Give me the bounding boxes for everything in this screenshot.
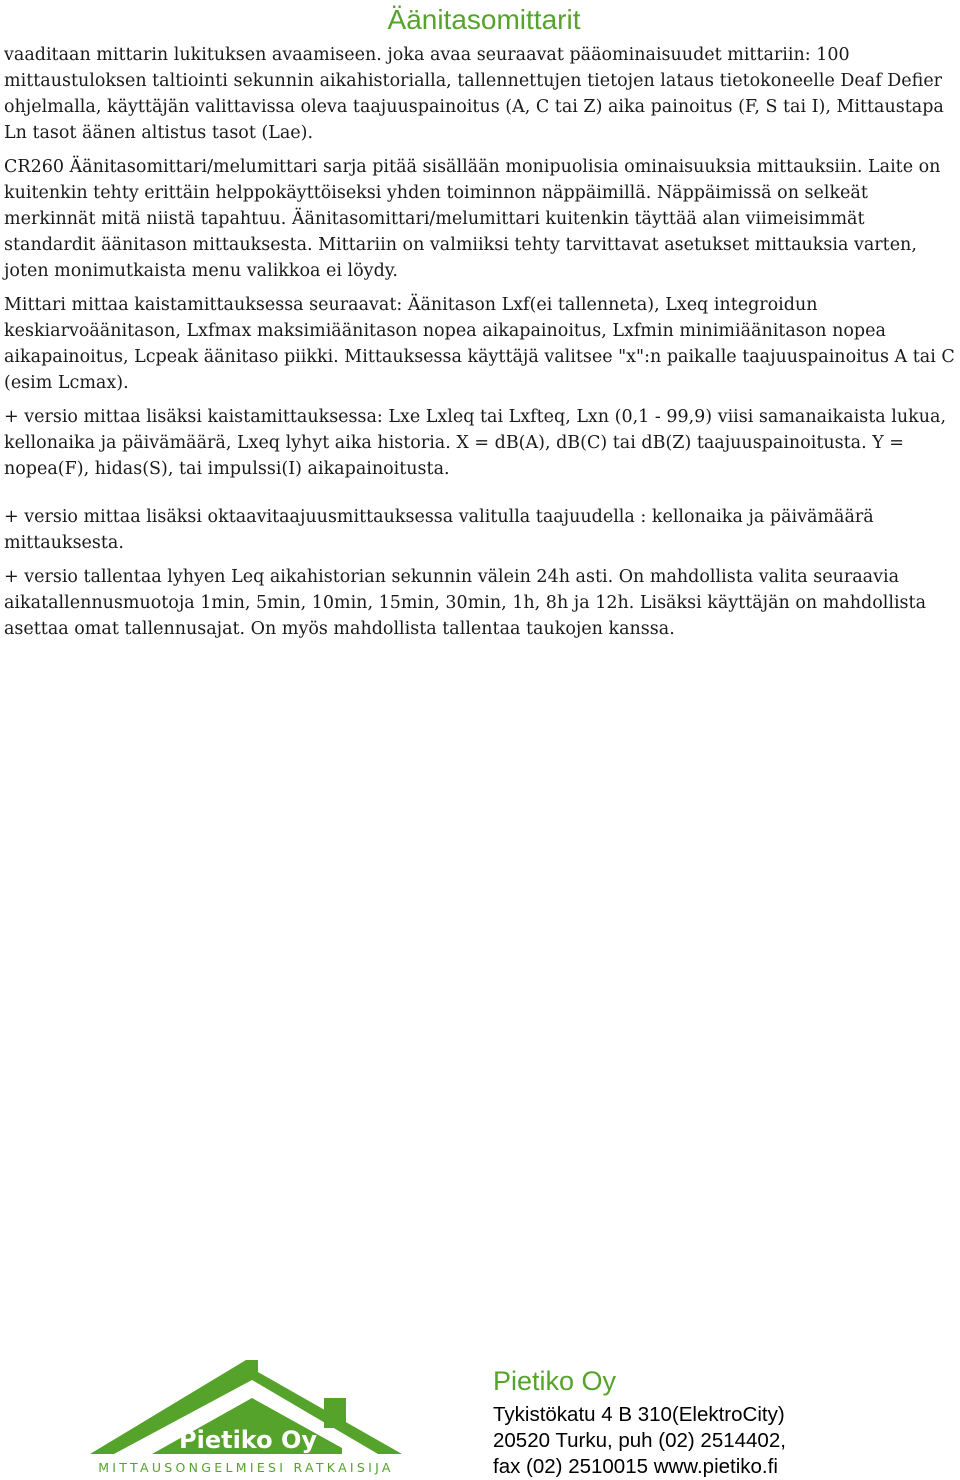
company-address: Tykistökatu 4 B 310(ElektroCity) [493, 1403, 785, 1426]
logo-tagline: MITTAUSONGELMIESI RATKAISIJA [98, 1460, 394, 1475]
document-body [4, 42, 956, 650]
company-postal-phone: 20520 Turku, puh (02) 2514402, [493, 1429, 786, 1452]
page-title: Äänitasomittarit [387, 4, 581, 35]
pietiko-logo [86, 1356, 406, 1476]
paragraph-plus-version-band: + versio mittaa lisäksi kaistamittauksessa: Lxe Lxleq tai Lxfteq, Lxn (0,1 - 99,9) viisi samanaikaista lukua, kellonaika ja päivämäärä, Lxeq lyhyt aika historia. X = dB(A), dB(C) tai dB(Z) taajuuspainoitusta. Y = nopea(F), hidas(S), tai impulssi(I) aikapainoitusta. [4, 407, 947, 479]
company-fax-web: fax (02) 2510015 www.pietiko.fi [493, 1455, 778, 1478]
paragraph-unlock-features: vaaditaan mittarin lukituksen avaamiseen. joka avaa seuraavat pääominaisuudet mittariin: 100 mittaustuloksen taltiointi sekunnin aikahistorialla, tallennettujen tietojen lataus tietokoneelle Deaf Defier ohjelmalla, käyttäjän valittavissa oleva taajuuspainoitus (A, C tai Z) aika painoitus (F, S tai I), Mittaustapa Ln tasot äänen altistus tasot (Lae). [4, 45, 944, 143]
logo-chimney-shape [324, 1398, 346, 1428]
company-name: Pietiko Oy [493, 1366, 617, 1396]
paragraph-cr260-description: CR260 Äänitasomittari/melumittari sarja pitää sisällään monipuolisia ominaisuuksia mittauksiin. Laite on kuitenkin tehty erittäin helppokäyttöiseksi yhden toiminnon näppäimillä. Näppäimissä on selkeät merkinnät mitä niistä tapahtuu. Äänitasomittari/melumittari kuitenkin täyttää alan viimeisimmät standardit äänitason mittauksesta. Mittariin on valmiiksi tehty tarvittavat asetukset mittauksia varten, joten monimutkaista menu valikkoa ei löydy. [4, 157, 941, 281]
paragraph-plus-version-history: + versio tallentaa lyhyen Leq aikahistorian sekunnin välein 24h asti. On mahdollista valita seuraavia aikatallennusmuotoja 1min, 5min, 10min, 15min, 30min, 1h, 8h ja 12h. Lisäksi käyttäjän on mahdollista asettaa omat tallennusajat. On myös mahdollista tallentaa taukojen kanssa. [4, 567, 926, 639]
logo-name: Pietiko Oy [179, 1426, 317, 1454]
company-contact-block [493, 1364, 953, 1480]
paragraph-plus-version-octave: + versio mittaa lisäksi oktaavitaajuusmittauksessa valitulla taajuudella : kellonaika ja päivämäärä mittauksesta. [4, 507, 874, 553]
paragraph-band-measurement: Mittari mittaa kaistamittauksessa seuraavat: Äänitason Lxf(ei tallenneta), Lxeq integroidun keskiarvoäänitason, Lxfmax maksimiäänitason nopea aikapainoitus, Lxfmin minimiäänitason nopea aikapainoitus, Lcpeak äänitaso piikki. Mittauksessa käyttäjä valitsee "x":n paikalle taajuuspainoitus A tai C (esim Lcmax). [4, 295, 955, 393]
